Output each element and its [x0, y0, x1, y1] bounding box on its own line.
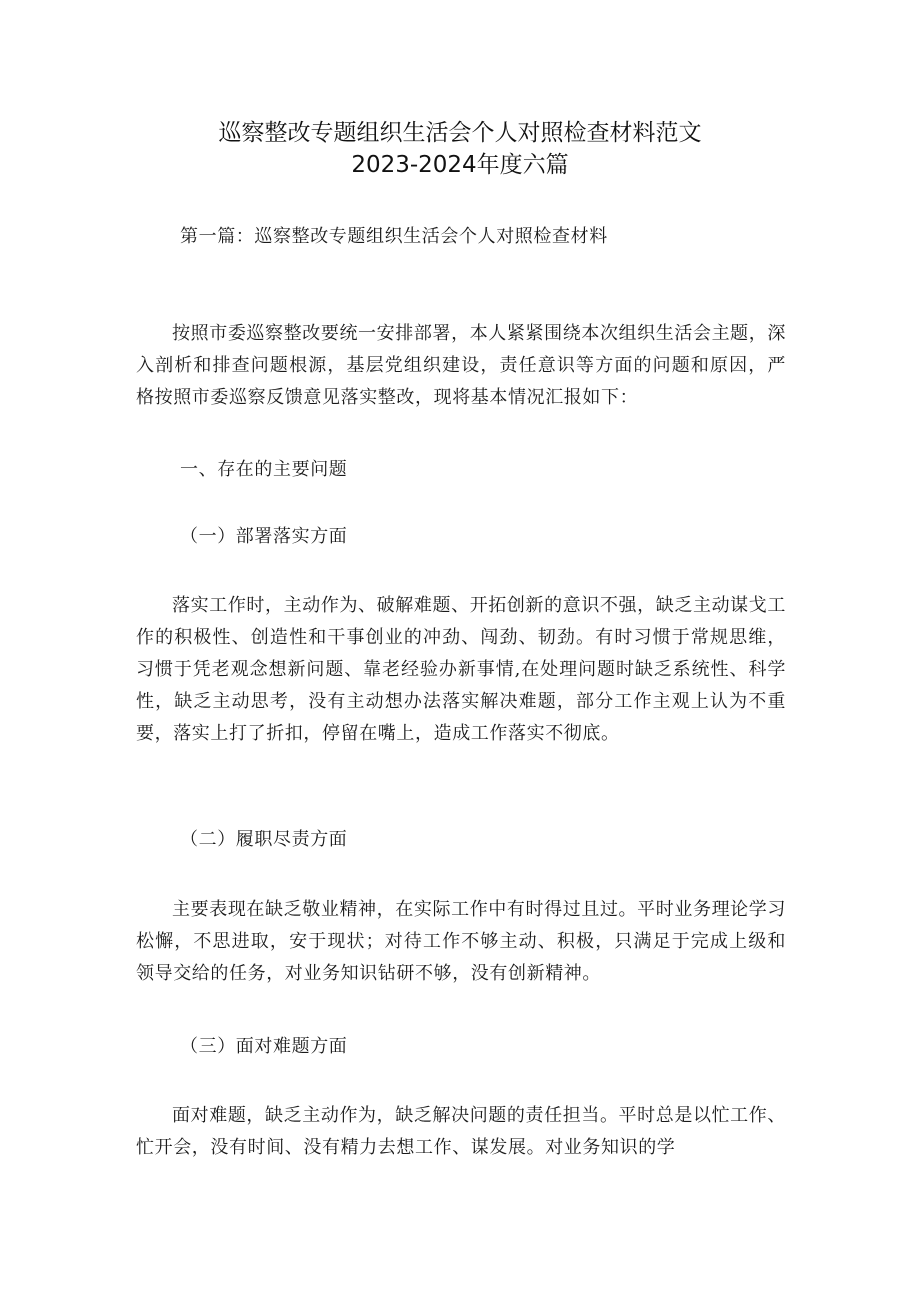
- paragraph-difficulties: 面对难题，缺乏主动作为，缺乏解决问题的责任担当。平时总是以忙工作、忙开会，没有时间、没有精力去想工作、谋发展。对业务知识的学: [136, 1105, 786, 1158]
- subsection-heading-difficulties: （三）面对难题方面: [180, 1036, 348, 1057]
- article-subtitle: 第一篇：巡察整改专题组织生活会个人对照检查材料: [180, 226, 608, 247]
- section-heading-problems: 一、存在的主要问题: [180, 459, 348, 480]
- document-title-line1: 巡察整改专题组织生活会个人对照检查材料范文: [218, 120, 702, 146]
- paragraph-duty: 主要表现在缺乏敬业精神，在实际工作中有时得过且过。平时业务理论学习松懈，不思进取，安于现状；对待工作不够主动、积极，只满足于完成上级和领导交给的任务，对业务知识钻研不够，没有创新精神。: [136, 899, 786, 984]
- document-title-line2: 2023-2024年度六篇: [351, 152, 569, 178]
- subsection-heading-duty: （二）履职尽责方面: [180, 829, 348, 850]
- subsection-heading-deployment: （一）部署落实方面: [180, 526, 348, 547]
- intro-paragraph: 按照市委巡察整改要统一安排部署，本人紧紧围绕本次组织生活会主题，深入剖析和排查问题根源，基层党组织建设，责任意识等方面的问题和原因，严格按照市委巡察反馈意见落实整改，现将基本情况汇报如下：: [136, 323, 786, 408]
- paragraph-deployment: 落实工作时，主动作为、破解难题、开拓创新的意识不强，缺乏主动谋戈工作的积极性、创造性和干事创业的冲劲、闯劲、韧劲。有时习惯于常规思维，习惯于凭老观念想新问题、靠老经验办新事情,在处理问题时缺乏系统性、科学性，缺乏主动思考，没有主动想办法落实解决难题，部分工作主观上认为不重要，落实上打了折扣，停留在嘴上，造成工作落实不彻底。: [136, 595, 786, 744]
